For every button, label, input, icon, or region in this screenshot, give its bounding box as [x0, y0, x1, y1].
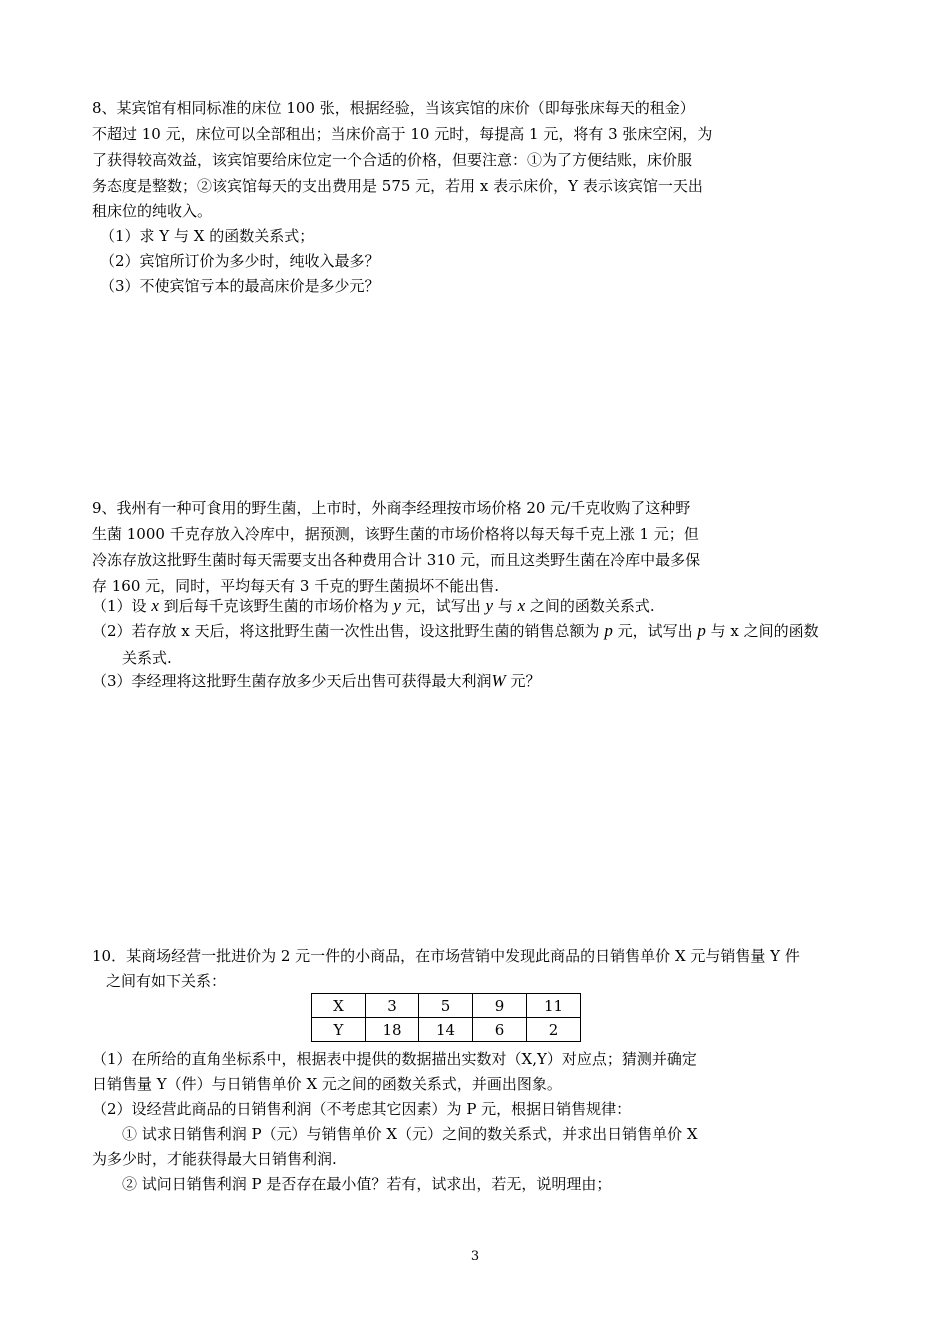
q1-part: 与 — [493, 597, 518, 615]
problem-10-text-line-2: 之间有如下关系： — [106, 972, 227, 990]
q3-part: 元？ — [505, 672, 541, 690]
problem-8-text-line-2: 不超过 10 元，床位可以全部租出；当床价高于 10 元时，每提高 1 元，将有 3 张床空闲，为 — [92, 125, 713, 143]
q1-part: 之间的函数关系式. — [525, 597, 655, 615]
q1-part: 到后每千克该野生菌的市场价格为 — [158, 597, 394, 615]
problem-9-question-2 — [92, 621, 819, 641]
table-row — [312, 994, 581, 1018]
problem-8-text-line-5: 租床位的纯收入。 — [92, 202, 213, 220]
var-x: x — [151, 596, 159, 615]
table-cell: Y — [312, 1018, 366, 1042]
problem-8-question-3: （3）不使宾馆亏本的最高床价是多少元？ — [100, 277, 380, 295]
table-cell: 2 — [527, 1018, 581, 1042]
problem-10-subquestion-2: ② 试问日销售利润 P 是否存在最小值？若有，试求出，若无，说明理由； — [122, 1175, 612, 1193]
table-cell: 6 — [473, 1018, 527, 1042]
problem-9-text-line-4: 存 160 元，同时，平均每天有 3 千克的野生菌损坏不能出售. — [92, 577, 500, 595]
problem-8-question-1: （1）求 Y 与 X 的函数关系式； — [100, 227, 315, 245]
var-y: y — [485, 596, 494, 615]
problem-10-question-2: （2）设经营此商品的日销售利润（不考虑其它因素）为 P 元，根据日销售规律： — [92, 1100, 632, 1118]
problem-9-question-2-continued: 关系式. — [122, 649, 172, 667]
var-p: p — [604, 621, 613, 640]
table-row — [312, 1018, 581, 1042]
table-cell: 5 — [419, 994, 473, 1018]
q1-part: （1）设 — [92, 597, 152, 615]
problem-10-text-line-1: 10．某商场经营一批进价为 2 元一件的小商品，在市场营销中发现此商品的日销售单价 X 元与销售量 Y 件 — [92, 947, 800, 965]
table-cell: 11 — [527, 994, 581, 1018]
q3-part: （3）李经理将这批野生菌存放多少天后出售可获得最大利润 — [92, 672, 492, 690]
table-cell: 14 — [419, 1018, 473, 1042]
page-number: 3 — [470, 1249, 480, 1264]
q2-part: 与 x 之间的函数 — [705, 622, 819, 640]
table-cell: 9 — [473, 994, 527, 1018]
problem-10-question-1-line-2: 日销售量 Y（件）与日销售单价 X 元之间的函数关系式，并画出图象。 — [92, 1075, 562, 1093]
q1-part: 元，试写出 — [400, 597, 486, 615]
var-p: p — [697, 621, 706, 640]
price-quantity-table — [311, 993, 581, 1042]
problem-10-subquestion-1-line-1: ① 试求日销售利润 P（元）与销售单价 X（元）之间的数关系式，并求出日销售单价 X — [122, 1125, 698, 1143]
problem-9-text-line-1: 9、我州有一种可食用的野生菌，上市时，外商李经理按市场价格 20 元/千克收购了这种野 — [92, 499, 691, 517]
problem-8-text-line-4: 务态度是整数；②该宾馆每天的支出费用是 575 元，若用 x 表示床价，Y 表示该宾馆一天出 — [92, 177, 703, 195]
var-y: y — [393, 596, 401, 615]
problem-9-text-line-2: 生菌 1000 千克存放入冷库中，据预测，该野生菌的市场价格将以每天每千克上涨 1 元；但 — [92, 525, 699, 543]
var-x: x — [517, 596, 526, 615]
q2-part: 元，试写出 — [612, 622, 698, 640]
table-cell: 3 — [366, 994, 419, 1018]
problem-10-question-1-line-1: （1）在所给的直角坐标系中，根据表中提供的数据描出实数对（X,Y）对应点；猜测并确定 — [92, 1050, 697, 1068]
problem-8-text-line-1: 8、某宾馆有相同标准的床位 100 张，根据经验，当该宾馆的床价（即每张床每天的租金） — [92, 99, 695, 117]
problem-9-text-line-3: 冷冻存放这批野生菌时每天需要支出各种费用合计 310 元，而且这类野生菌在冷库中最多保 — [92, 551, 701, 569]
q2-part: （2）若存放 x 天后，将这批野生菌一次性出售，设这批野生菌的销售总额为 — [92, 622, 605, 640]
problem-10-subquestion-1-line-2: 为多少时，才能获得最大日销售利润. — [92, 1150, 337, 1168]
table-cell: X — [312, 994, 366, 1018]
problem-8-question-2: （2）宾馆所订价为多少时，纯收入最多？ — [100, 252, 380, 270]
problem-9-question-1 — [92, 596, 655, 616]
table-cell: 18 — [366, 1018, 419, 1042]
problem-9-question-3 — [92, 671, 541, 691]
problem-8-text-line-3: 了获得较高效益，该宾馆要给床位定一个合适的价格，但要注意：①为了方便结账，床价服 — [92, 151, 693, 169]
var-w: W — [491, 671, 506, 690]
